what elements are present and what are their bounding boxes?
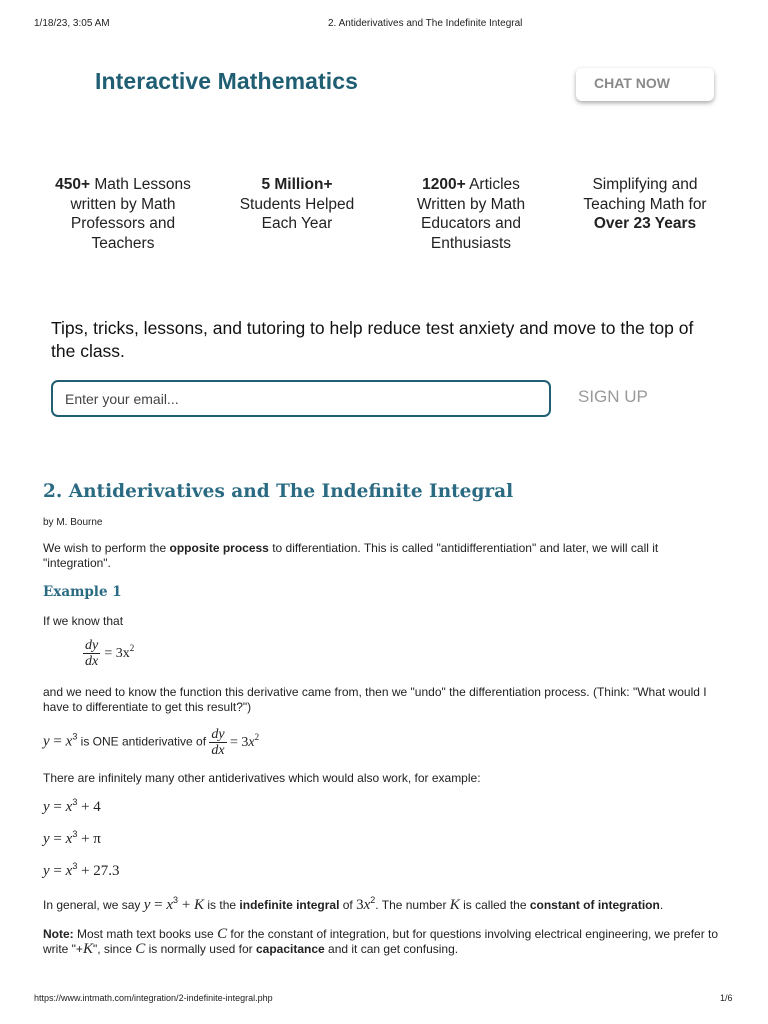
sign-up-button[interactable]: SIGN UP bbox=[578, 387, 648, 406]
article-title: 2. Antiderivatives and The Indefinite Integral bbox=[43, 481, 514, 502]
undo-paragraph: and we need to know the function this derivative came from, then we "undo" the differentiation process. (Think: "What would I have to differentiate to get this result?") bbox=[43, 685, 707, 714]
print-doc-title: 2. Antiderivatives and The Indefinite Integral bbox=[328, 18, 523, 29]
email-input[interactable] bbox=[53, 382, 549, 415]
stat-articles: 1200+ Articles Written by Math Educators and Enthusiasts bbox=[416, 176, 526, 252]
one-antiderivative-line: $y = x^3$ is ONE antiderivative of $\frac{dy}{dx}$ = $3x^2$ bbox=[43, 727, 260, 758]
equation-derivative: $\frac{dy}{dx}$ = $3x^2$ bbox=[85, 638, 135, 669]
example-antiderivative-3: $y = x^3 + 27.3$ bbox=[43, 861, 120, 879]
general-statement: In general, we say $y = x^3 + K$ is the indefinite integral of $3x^2$. The number K is called the constant of integration. bbox=[43, 895, 664, 913]
if-we-know-text: If we know that bbox=[43, 614, 124, 628]
print-datetime: 1/18/23, 3:05 AM bbox=[34, 18, 110, 29]
example-antiderivative-2: $y = x^3 + \pi$ bbox=[43, 829, 101, 847]
stat-students: 5 Million+ Students Helped Each Year bbox=[239, 176, 355, 233]
signup-tagline: Tips, tricks, lessons, and tutoring to help reduce test anxiety and move to the top of the class. bbox=[51, 318, 694, 361]
print-url: https://www.intmath.com/integration/2-indefinite-integral.php bbox=[34, 993, 273, 1003]
stat-lessons: 450+ Math Lessons written by Math Professors and Teachers bbox=[55, 176, 191, 252]
infinitely-many-text: There are infinitely many other antiderivatives which would also work, for example: bbox=[43, 771, 481, 785]
chat-now-button[interactable]: CHAT NOW bbox=[576, 68, 714, 101]
note-paragraph: Note: Most math text books use C for the constant of integration, but for questions involving electrical engineering, we prefer to write "+K", since C is normally used for capacitance and it can get confusing. bbox=[43, 926, 719, 957]
example-heading: Example 1 bbox=[43, 584, 122, 600]
print-page-number: 1/6 bbox=[720, 993, 733, 1003]
site-logo[interactable]: Interactive Mathematics bbox=[95, 68, 359, 94]
email-field-wrapper bbox=[51, 380, 551, 417]
example-antiderivative-1: $y = x^3 + 4$ bbox=[43, 797, 101, 815]
intro-paragraph: We wish to perform the opposite process to differentiation. This is called "antidifferentiation" and later, we will call it "integration". bbox=[43, 541, 659, 570]
byline: by M. Bourne bbox=[43, 517, 103, 528]
stat-years: Simplifying and Teaching Math for Over 23 Years bbox=[583, 176, 707, 233]
